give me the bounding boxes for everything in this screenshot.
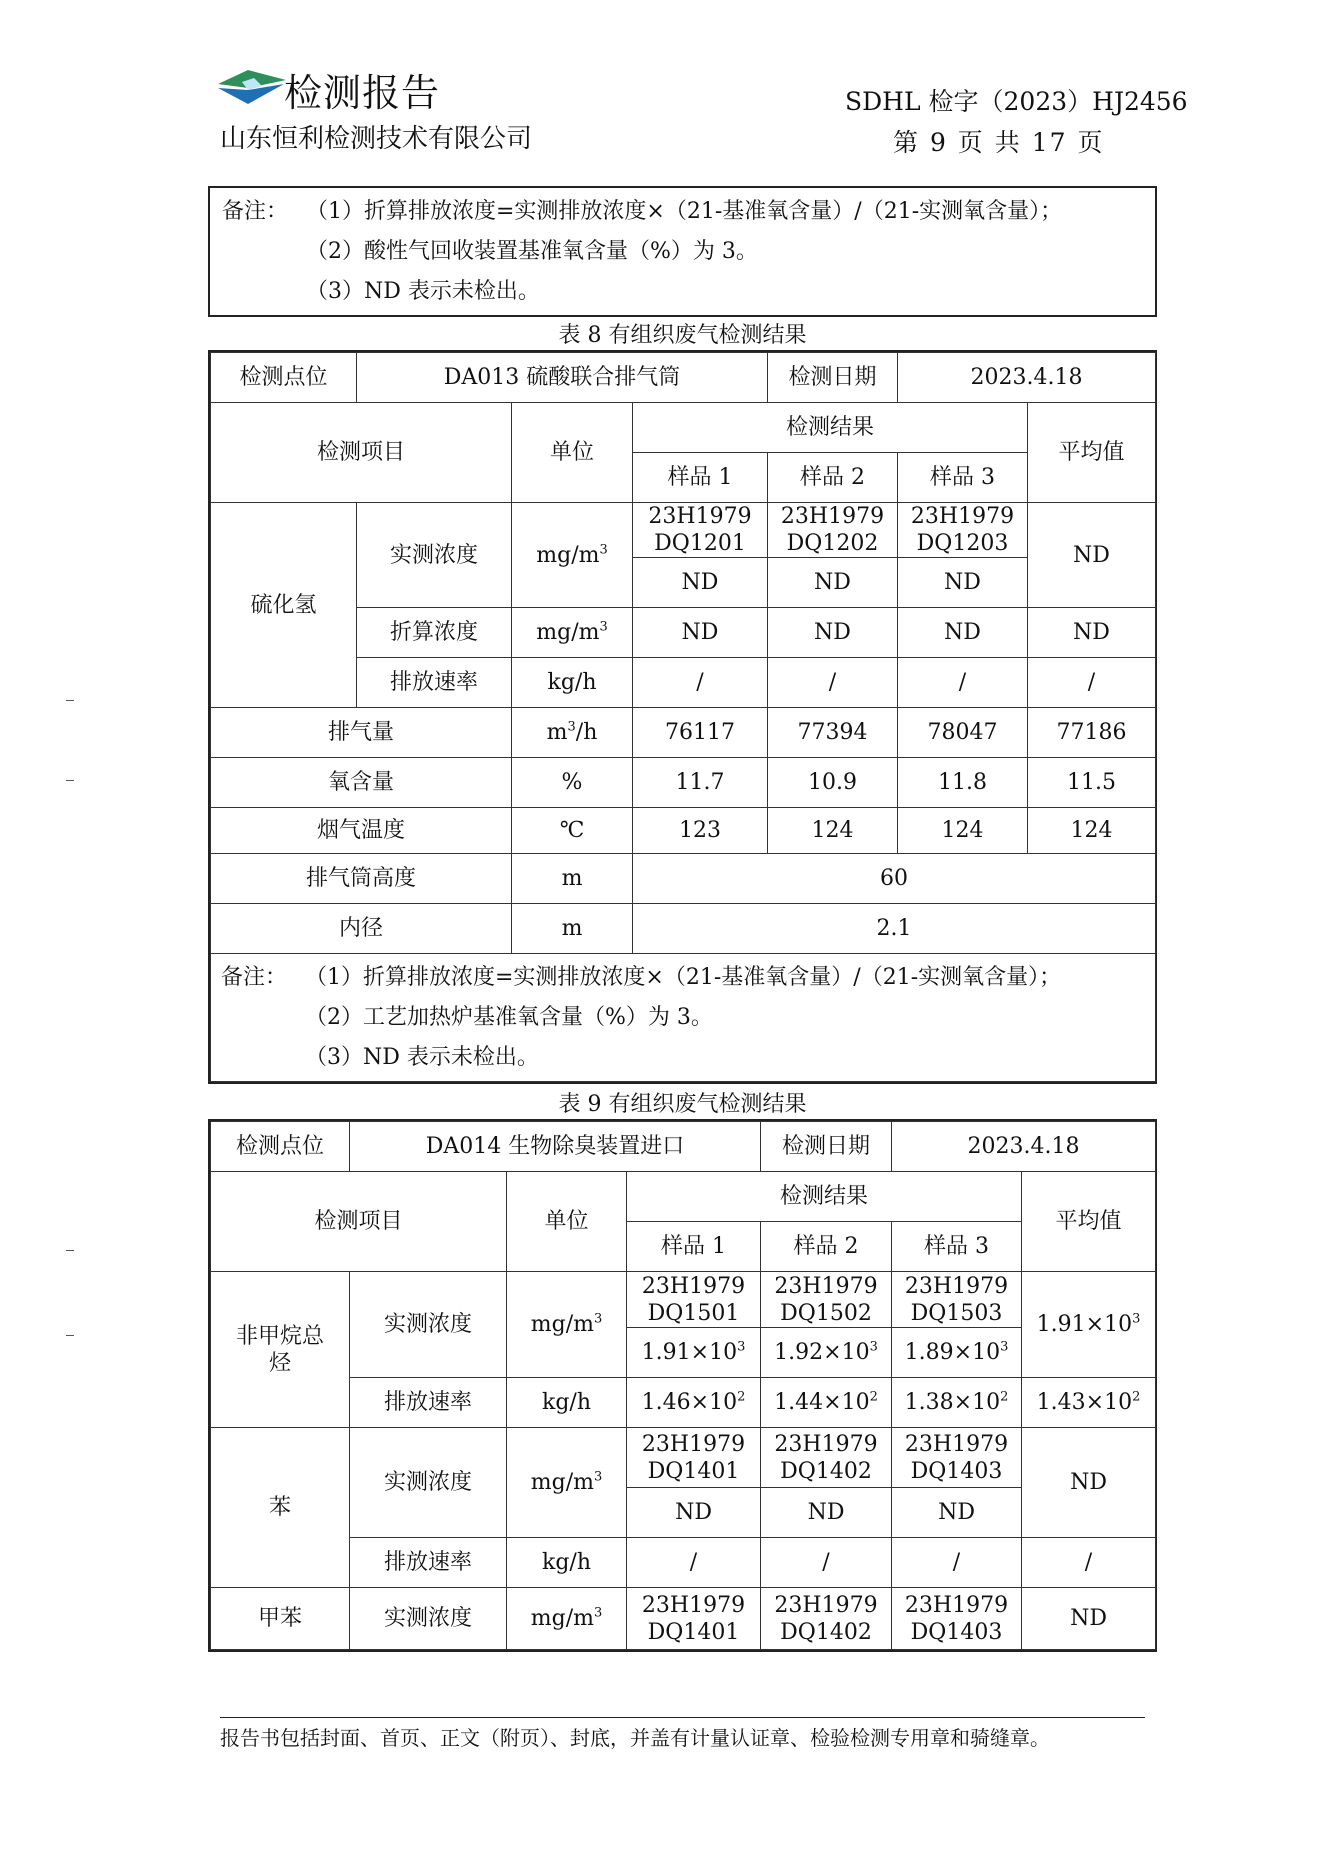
value-cell: $1.91\times 10^3$ <box>627 1328 761 1378</box>
margin-mark <box>66 700 74 701</box>
unit-cell: kg/h <box>512 658 633 708</box>
measured-label: 实测浓度 <box>350 1588 507 1650</box>
note-line: （3）ND 表示未检出。 <box>305 1044 539 1070</box>
value-cell: ND <box>633 608 768 658</box>
flow-label: 排气量 <box>211 708 512 758</box>
date-label: 检测日期 <box>768 353 898 403</box>
value-cell: ND <box>633 558 768 608</box>
sample-id: 23H1979 DQ1502 <box>761 1272 892 1328</box>
rate-label: 排放速率 <box>357 658 512 708</box>
rate-label: 排放速率 <box>350 1378 507 1428</box>
value-cell: ND <box>627 1488 761 1538</box>
item-header: 检测项目 <box>211 403 512 503</box>
table9-caption: 表 9 有组织废气检测结果 <box>558 1092 807 1117</box>
unit-cell: $mg/m^3$ <box>507 1428 627 1538</box>
value-cell: $1.92\times 10^3$ <box>761 1328 892 1378</box>
sample-header: 样品 1 <box>633 453 768 503</box>
measured-label: 实测浓度 <box>350 1272 507 1378</box>
sample-id: 23H1979 DQ1402 <box>761 1428 892 1488</box>
point-value: DA014 生物除臭装置进口 <box>350 1122 761 1172</box>
avg-header: 平均值 <box>1022 1172 1156 1272</box>
sample-id: 23H1979 DQ1503 <box>892 1272 1022 1328</box>
rate-label: 排放速率 <box>350 1538 507 1588</box>
value-cell: $1.46\times 10^2$ <box>627 1378 761 1428</box>
table8-notes <box>211 954 1156 1082</box>
note-line: （3）ND 表示未检出。 <box>306 279 540 304</box>
value-cell: 11.7 <box>633 758 768 808</box>
sample-header: 样品 2 <box>768 453 898 503</box>
temp-label: 烟气温度 <box>211 808 512 854</box>
pollutant-label: 苯 <box>211 1428 350 1588</box>
note-line: （1）折算排放浓度=实测排放浓度×（21-基准氧含量）/（21-实测氧含量）； <box>306 199 1063 224</box>
note-line: （1）折算排放浓度=实测排放浓度×（21-基准氧含量）/（21-实测氧含量）； <box>305 964 1062 990</box>
pollutant-label: 甲苯 <box>211 1588 350 1650</box>
value-cell: 78047 <box>898 708 1028 758</box>
date-value: 2023.4.18 <box>898 353 1156 403</box>
value-cell: 10.9 <box>768 758 898 808</box>
sample-id: 23H1979 DQ1501 <box>627 1272 761 1328</box>
unit-header: 单位 <box>507 1172 627 1272</box>
table9 <box>208 1119 1157 1652</box>
margin-mark <box>66 1335 74 1336</box>
avg-cell: ND <box>1022 1428 1156 1538</box>
unit-cell: ℃ <box>512 808 633 854</box>
sample-id: 23H1979 DQ1403 <box>892 1588 1022 1650</box>
value-cell: ND <box>768 558 898 608</box>
report-title: 检测报告 <box>284 71 441 115</box>
sample-id: 23H1979 DQ1402 <box>761 1588 892 1650</box>
value-cell: ND <box>898 558 1028 608</box>
footer-note: 报告书包括封面、首页、正文（附页）、封底，并盖有计量认证章、检验检测专用章和骑缝章。 <box>220 1726 1050 1750</box>
sample-id: 23H1979 DQ1201 <box>633 503 768 558</box>
notes-label: 备注： <box>221 964 288 990</box>
point-label: 检测点位 <box>211 1122 350 1172</box>
avg-cell: ND <box>1022 1588 1156 1650</box>
avg-cell: 124 <box>1028 808 1156 854</box>
value-cell: / <box>892 1538 1022 1588</box>
item-header: 检测项目 <box>211 1172 507 1272</box>
margin-mark <box>66 780 74 781</box>
value-cell: / <box>898 658 1028 708</box>
unit-cell: m <box>512 904 633 954</box>
avg-cell: $1.91\times 10^3$ <box>1022 1272 1156 1378</box>
date-label: 检测日期 <box>761 1122 892 1172</box>
notes-top <box>208 186 1157 317</box>
table8-caption: 表 8 有组织废气检测结果 <box>558 323 807 348</box>
note-line: （2）酸性气回收装置基准氧含量（%）为 3。 <box>306 239 758 264</box>
value-cell: 60 <box>633 854 1156 904</box>
company-logo <box>218 66 288 106</box>
value-cell: $1.44\times 10^2$ <box>761 1378 892 1428</box>
report-number: SDHL 检字（2023）HJ2456 <box>845 87 1188 116</box>
company-name: 山东恒利检测技术有限公司 <box>220 124 533 154</box>
sample-id: 23H1979 DQ1401 <box>627 1588 761 1650</box>
diameter-label: 内径 <box>211 904 512 954</box>
unit-cell: $mg/m^3$ <box>512 503 633 608</box>
date-value: 2023.4.18 <box>892 1122 1156 1172</box>
sample-header: 样品 1 <box>627 1222 761 1272</box>
value-cell: / <box>633 658 768 708</box>
sample-id: 23H1979 DQ1401 <box>627 1428 761 1488</box>
value-cell: 76117 <box>633 708 768 758</box>
point-value: DA013 硫酸联合排气筒 <box>357 353 768 403</box>
table8 <box>208 350 1157 1084</box>
result-header: 检测结果 <box>633 403 1028 453</box>
value-cell: 2.1 <box>633 904 1156 954</box>
avg-cell: / <box>1028 658 1156 708</box>
avg-cell: ND <box>1028 503 1156 608</box>
page-number: 第 9 页 共 17 页 <box>893 128 1105 157</box>
pollutant-label: 硫化氢 <box>211 503 357 708</box>
point-label: 检测点位 <box>211 353 357 403</box>
unit-cell: kg/h <box>507 1378 627 1428</box>
value-cell: $1.38\times 10^2$ <box>892 1378 1022 1428</box>
sample-id: 23H1979 DQ1202 <box>768 503 898 558</box>
avg-cell: / <box>1022 1538 1156 1588</box>
note-line: （2）工艺加热炉基准氧含量（%）为 3。 <box>305 1004 713 1030</box>
value-cell: ND <box>892 1488 1022 1538</box>
value-cell: 123 <box>633 808 768 854</box>
value-cell: 11.8 <box>898 758 1028 808</box>
value-cell: ND <box>768 608 898 658</box>
sample-header: 样品 2 <box>761 1222 892 1272</box>
value-cell: ND <box>898 608 1028 658</box>
avg-cell: ND <box>1028 608 1156 658</box>
unit-cell: $mg/m^3$ <box>507 1588 627 1650</box>
value-cell: 124 <box>768 808 898 854</box>
value-cell: 77394 <box>768 708 898 758</box>
footer-divider <box>220 1717 1145 1718</box>
sample-id: 23H1979 DQ1403 <box>892 1428 1022 1488</box>
notes-label: 备注： <box>222 199 289 224</box>
value-cell: / <box>627 1538 761 1588</box>
value-cell: ND <box>761 1488 892 1538</box>
sample-header: 样品 3 <box>898 453 1028 503</box>
value-cell: / <box>768 658 898 708</box>
measured-label: 实测浓度 <box>350 1428 507 1538</box>
unit-cell: $mg/m^3$ <box>512 608 633 658</box>
converted-label: 折算浓度 <box>357 608 512 658</box>
avg-cell: 77186 <box>1028 708 1156 758</box>
unit-cell: m <box>512 854 633 904</box>
avg-cell: $1.43\times 10^2$ <box>1022 1378 1156 1428</box>
unit-cell: $mg/m^3$ <box>507 1272 627 1378</box>
result-header: 检测结果 <box>627 1172 1022 1222</box>
value-cell: 124 <box>898 808 1028 854</box>
value-cell: / <box>761 1538 892 1588</box>
pollutant-label: 非甲烷总烃 <box>211 1272 350 1428</box>
value-cell: $1.89\times 10^3$ <box>892 1328 1022 1378</box>
unit-header: 单位 <box>512 403 633 503</box>
oxygen-label: 氧含量 <box>211 758 512 808</box>
sample-header: 样品 3 <box>892 1222 1022 1272</box>
avg-cell: 11.5 <box>1028 758 1156 808</box>
margin-mark <box>66 1250 74 1251</box>
avg-header: 平均值 <box>1028 403 1156 503</box>
unit-cell: kg/h <box>507 1538 627 1588</box>
height-label: 排气筒高度 <box>211 854 512 904</box>
sample-id: 23H1979 DQ1203 <box>898 503 1028 558</box>
unit-cell: $m^3/h$ <box>512 708 633 758</box>
unit-cell: % <box>512 758 633 808</box>
measured-label: 实测浓度 <box>357 503 512 608</box>
